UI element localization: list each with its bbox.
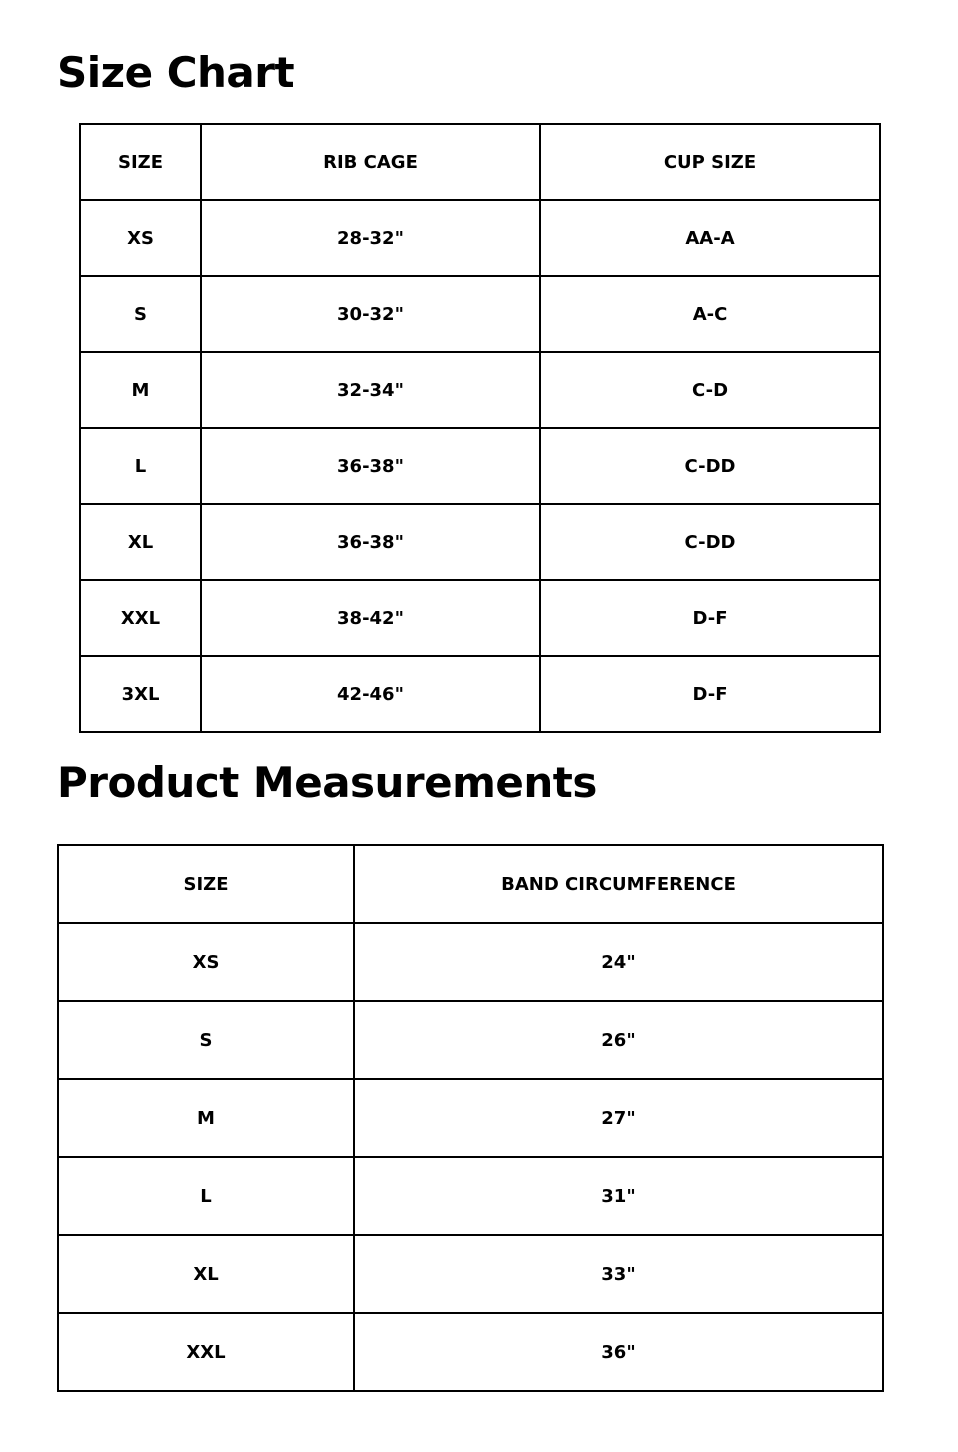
band-circumference-cell: 26" — [354, 1001, 883, 1079]
cup-size-cell: C-DD — [540, 428, 880, 504]
table-row — [58, 1235, 883, 1313]
size-cell: M — [80, 352, 201, 428]
cup-size-cell: D-F — [540, 656, 880, 732]
band-circumference-cell: 36" — [354, 1313, 883, 1391]
column-header-cup-size: CUP SIZE — [540, 124, 880, 200]
table-row — [80, 428, 880, 504]
table-row — [80, 200, 880, 276]
size-cell: L — [58, 1157, 354, 1235]
size-chart-table — [79, 123, 881, 733]
rib-cage-cell: 30-32" — [201, 276, 540, 352]
rib-cage-cell: 42-46" — [201, 656, 540, 732]
table-row — [80, 580, 880, 656]
cup-size-cell: D-F — [540, 580, 880, 656]
size-cell: XXL — [58, 1313, 354, 1391]
column-header-rib-cage: RIB CAGE — [201, 124, 540, 200]
rib-cage-cell: 32-34" — [201, 352, 540, 428]
band-circumference-cell: 27" — [354, 1079, 883, 1157]
cup-size-cell: A-C — [540, 276, 880, 352]
size-cell: S — [80, 276, 201, 352]
column-header-size: SIZE — [58, 845, 354, 923]
size-cell: XS — [80, 200, 201, 276]
size-cell: XL — [58, 1235, 354, 1313]
table-row — [80, 276, 880, 352]
column-header-size: SIZE — [80, 124, 201, 200]
table-row — [58, 1313, 883, 1391]
table-row — [80, 504, 880, 580]
size-cell: XXL — [80, 580, 201, 656]
rib-cage-cell: 36-38" — [201, 428, 540, 504]
column-header-band-circumference: BAND CIRCUMFERENCE — [354, 845, 883, 923]
band-circumference-cell: 33" — [354, 1235, 883, 1313]
table-row — [80, 352, 880, 428]
size-cell: XL — [80, 504, 201, 580]
table-row — [80, 656, 880, 732]
product-measurements-title: Product Measurements — [57, 758, 597, 807]
size-chart-title: Size Chart — [57, 48, 295, 97]
table-row — [58, 923, 883, 1001]
table-row — [58, 1079, 883, 1157]
size-cell: 3XL — [80, 656, 201, 732]
size-cell: S — [58, 1001, 354, 1079]
product-measurements-table — [57, 844, 884, 1392]
cup-size-cell: C-DD — [540, 504, 880, 580]
table-header-row — [80, 124, 880, 200]
cup-size-cell: C-D — [540, 352, 880, 428]
table-header-row — [58, 845, 883, 923]
table-row — [58, 1157, 883, 1235]
rib-cage-cell: 38-42" — [201, 580, 540, 656]
table-row — [58, 1001, 883, 1079]
cup-size-cell: AA-A — [540, 200, 880, 276]
band-circumference-cell: 24" — [354, 923, 883, 1001]
size-cell: XS — [58, 923, 354, 1001]
rib-cage-cell: 36-38" — [201, 504, 540, 580]
rib-cage-cell: 28-32" — [201, 200, 540, 276]
size-cell: M — [58, 1079, 354, 1157]
band-circumference-cell: 31" — [354, 1157, 883, 1235]
size-cell: L — [80, 428, 201, 504]
